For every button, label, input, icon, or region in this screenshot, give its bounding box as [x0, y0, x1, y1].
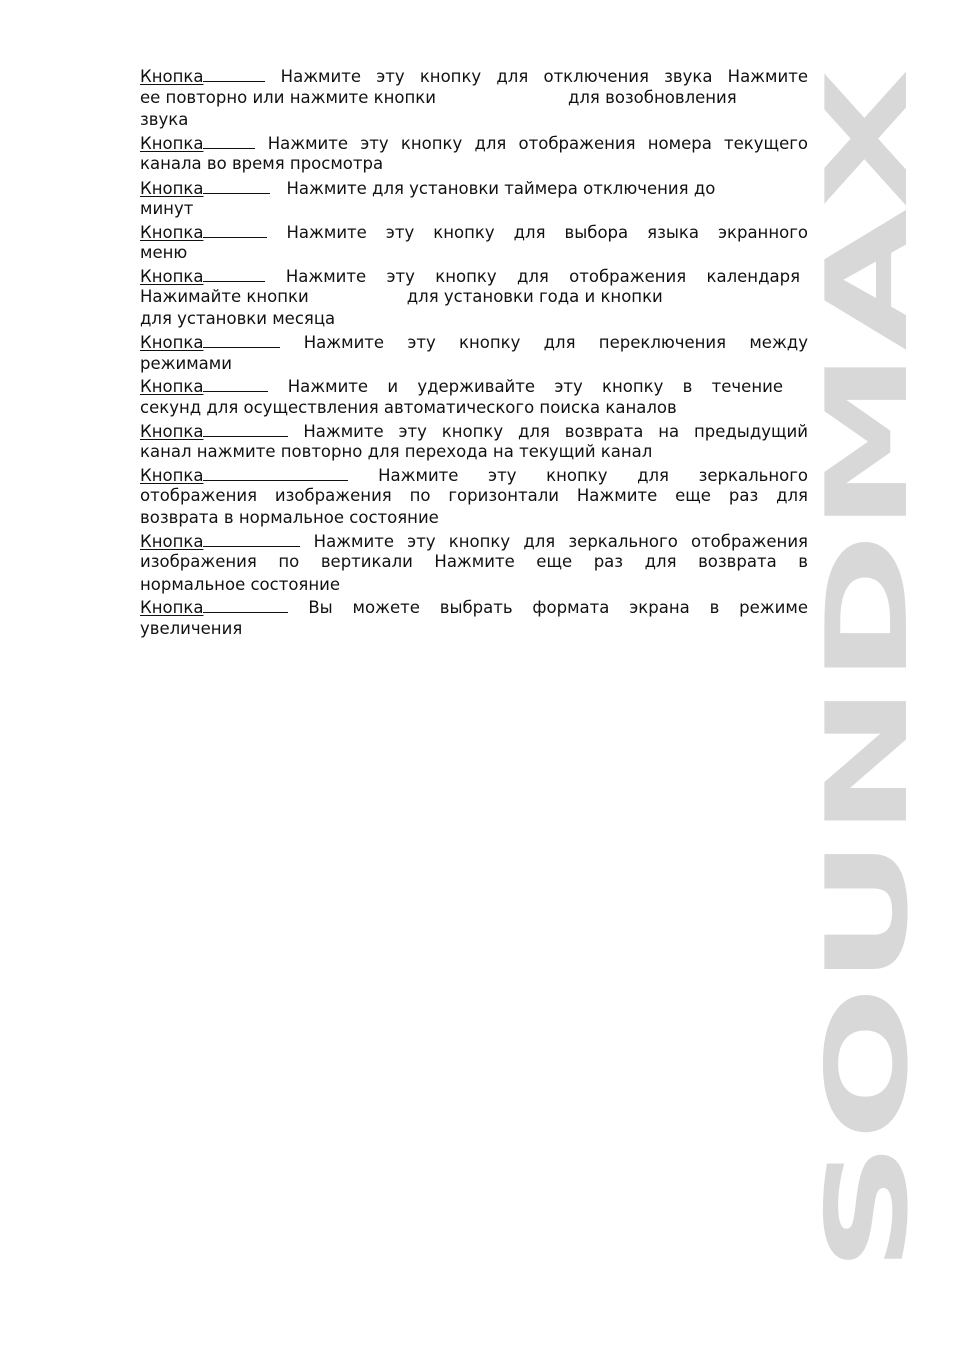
button-name-blank [203, 64, 265, 82]
text-line-7 [140, 198, 808, 220]
text-line-3 [140, 109, 808, 131]
text-line-12 [140, 308, 808, 330]
text-segment: для установки месяца [140, 309, 336, 328]
text-segment: минут [140, 199, 194, 218]
text-line-1 [140, 64, 808, 86]
text-segment: отображения изображения по горизонтали Нажмите еще раз для [140, 486, 808, 505]
text-line-19 [140, 463, 808, 485]
button-term: Кнопка [140, 466, 204, 485]
text-segment: Нажимайте кнопки [140, 287, 309, 306]
button-term: Кнопка [140, 179, 204, 198]
text-segment: меню [140, 243, 188, 262]
text-line-26 [140, 618, 808, 640]
button-term: Кнопка [140, 267, 204, 286]
text-segment: для установки года и кнопки [406, 287, 663, 306]
button-name-blank [203, 220, 267, 238]
text-segment: Нажмите эту кнопку для зеркального отображения [313, 532, 808, 551]
button-name-blank [203, 374, 268, 392]
button-name-blank [203, 463, 348, 481]
text-line-25 [140, 595, 808, 617]
button-term: Кнопка [140, 532, 204, 551]
text-line-15 [140, 374, 783, 396]
text-segment: Вы можете выбрать формата экрана в режиме [308, 598, 808, 617]
text-segment: звука [140, 110, 189, 129]
button-term: Кнопка [140, 67, 204, 86]
text-segment: нормальное состояние [140, 575, 340, 594]
text-segment: возврата в нормальное состояние [140, 508, 439, 527]
button-name-blank [203, 419, 288, 437]
text-segment: Нажмите эту кнопку для отображения календаря [285, 267, 800, 286]
text-segment: режимами [140, 354, 232, 373]
text-segment: секунд для осуществления автоматического поиска каналов [140, 398, 677, 417]
text-segment: канал нажмите повторно для перехода на текущий канал [140, 442, 653, 461]
text-segment: Нажмите эту кнопку для выбора языка экранного [286, 223, 808, 242]
text-line-22 [140, 529, 808, 551]
brand-logo-text: SOUNDMAX [803, 534, 933, 1273]
button-name-blank [203, 529, 300, 547]
text-line-10 [140, 264, 800, 286]
text-segment: Нажмите эту кнопку для отключения звука Нажмите [280, 67, 808, 86]
button-name-blank [203, 595, 288, 613]
button-term: Кнопка [140, 377, 204, 396]
text-segment: для возобновления [567, 88, 737, 107]
text-line-6 [140, 176, 780, 198]
text-line-23 [140, 551, 808, 573]
button-term: Кнопка [140, 333, 204, 352]
button-name-blank [203, 131, 255, 149]
text-line-16 [140, 397, 808, 419]
text-segment: Нажмите эту кнопку для зеркального [378, 466, 809, 485]
text-line-18 [140, 441, 808, 463]
text-segment: ее повторно или нажмите кнопки [140, 88, 436, 107]
button-term: Кнопка [140, 598, 204, 617]
button-name-blank [203, 176, 270, 194]
text-line-8 [140, 220, 808, 242]
text-line-14 [140, 353, 808, 375]
text-segment: изображения по вертикали Нажмите еще раз для возврата в [140, 552, 808, 571]
text-line-9 [140, 242, 808, 264]
text-line-4 [140, 131, 808, 153]
text-segment: Нажмите и удерживайте эту кнопку в течение [287, 377, 783, 396]
text-segment: Нажмите эту кнопку для возврата на предыдущий [303, 422, 808, 441]
button-name-blank [203, 264, 265, 282]
text-segment: увеличения [140, 619, 243, 638]
text-line-13 [140, 330, 808, 352]
text-line-5 [140, 153, 808, 175]
button-term: Кнопка [140, 422, 204, 441]
text-segment: Нажмите эту кнопку для отображения номера текущего [267, 134, 808, 153]
text-segment: канала во время просмотра [140, 154, 384, 173]
text-segment: Нажмите эту кнопку для переключения между [303, 333, 808, 352]
text-line-20 [140, 485, 808, 507]
button-name-blank [203, 330, 280, 348]
button-term: Кнопка [140, 134, 204, 153]
text-line-11 [140, 286, 808, 308]
text-line-24 [140, 574, 808, 596]
text-line-17 [140, 419, 808, 441]
brand-logo [803, 68, 933, 1273]
text-line-21 [140, 507, 808, 529]
text-line-2 [140, 87, 808, 109]
text-segment: Нажмите для установки таймера отключения до [286, 179, 716, 198]
button-term: Кнопка [140, 223, 204, 242]
